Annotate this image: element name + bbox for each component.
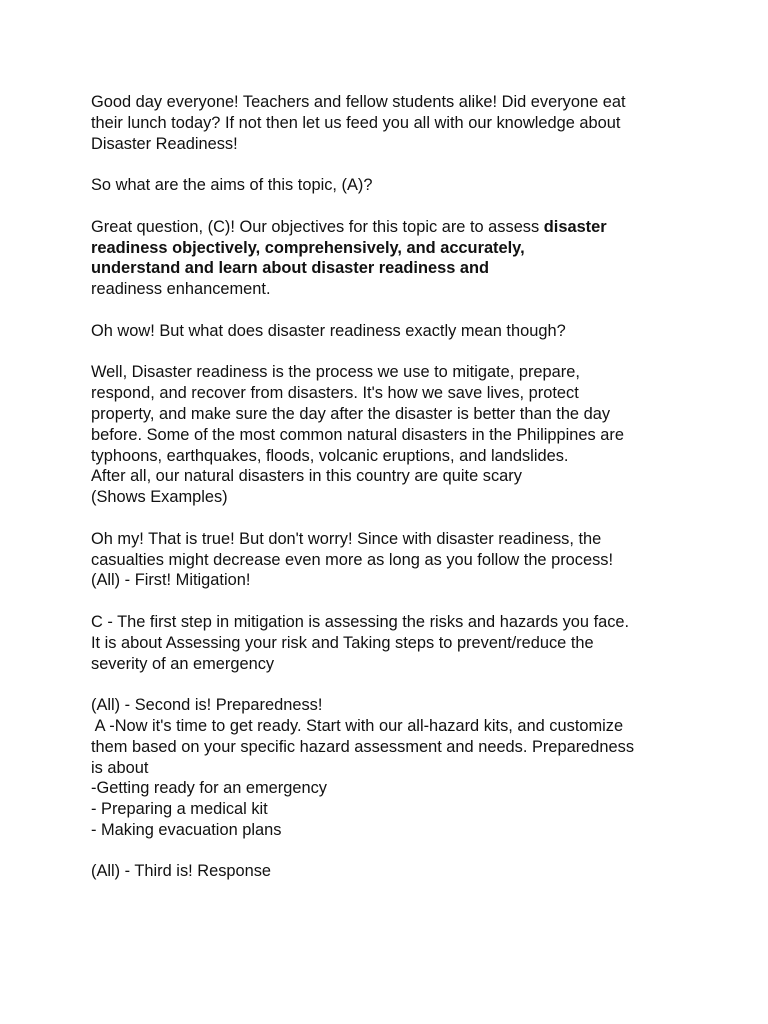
text-line: is about — [91, 758, 149, 777]
text-line — [91, 238, 691, 259]
text-line: C - The first step in mitigation is assessing the risks and hazards you face. — [91, 612, 630, 631]
text-line: It is about Assessing your risk and Taking steps to prevent/reduce the — [91, 633, 594, 652]
text-line: severity of an emergency — [91, 654, 275, 673]
text-line: So what are the aims of this topic, (A)? — [91, 176, 373, 195]
text-line: Good day everyone! Teachers and fellow students alike! Did everyone eat — [91, 93, 626, 111]
text-line — [91, 258, 691, 279]
paragraph-preparedness — [91, 695, 691, 841]
text-line: Oh my! That is true! But don't worry! Since with disaster readiness, the — [91, 529, 602, 548]
text-line: Disaster Readiness! — [91, 134, 238, 153]
text-line: readiness enhancement. — [91, 280, 271, 299]
text-line — [91, 217, 691, 238]
text-plain: Great question, (C)! Our objectives for this topic are to assess — [91, 217, 544, 236]
paragraph-mitigation-intro — [91, 529, 691, 591]
document-page — [91, 92, 691, 882]
text-line: property, and make sure the day after the disaster is better than the day — [91, 404, 611, 423]
paragraph-response — [91, 861, 691, 882]
paragraph-objectives — [91, 217, 691, 300]
paragraph-mitigation — [91, 612, 691, 674]
text-line: (All) - Second is! Preparedness! — [91, 696, 323, 715]
text-line: A -Now it's time to get ready. Start with our all-hazard kits, and customize — [91, 716, 624, 735]
paragraph-definition — [91, 362, 691, 508]
text-line: -Getting ready for an emergency — [91, 779, 327, 798]
text-line: before. Some of the most common natural disasters in the Philippines are — [91, 425, 624, 444]
text-line: (Shows Examples) — [91, 488, 228, 507]
text-line: typhoons, earthquakes, floods, volcanic eruptions, and landslides. — [91, 446, 569, 465]
paragraph-aims-question — [91, 175, 691, 196]
text-line: - Preparing a medical kit — [91, 800, 268, 819]
text-line: Oh wow! But what does disaster readiness exactly mean though? — [91, 321, 566, 340]
text-line: (All) - Third is! Response — [91, 862, 272, 881]
text-line: them based on your specific hazard assessment and needs. Preparedness — [91, 737, 635, 756]
text-bold: understand and learn about disaster readiness and — [91, 259, 490, 278]
text-line: Well, Disaster readiness is the process we use to mitigate, prepare, — [91, 363, 580, 382]
text-bold: disaster — [543, 217, 607, 236]
paragraph-greeting — [91, 92, 691, 154]
text-line: their lunch today? If not then let us feed you all with our knowledge about — [91, 113, 621, 132]
text-line: After all, our natural disasters in this country are quite scary — [91, 467, 522, 486]
paragraph-definition-question — [91, 321, 691, 342]
text-line: respond, and recover from disasters. It's how we save lives, protect — [91, 384, 579, 403]
text-bold: readiness objectively, comprehensively, and accurately, — [91, 238, 525, 257]
text-line: casualties might decrease even more as long as you follow the process! — [91, 550, 614, 569]
text-line: - Making evacuation plans — [91, 820, 282, 839]
text-line: (All) - First! Mitigation! — [91, 571, 251, 590]
